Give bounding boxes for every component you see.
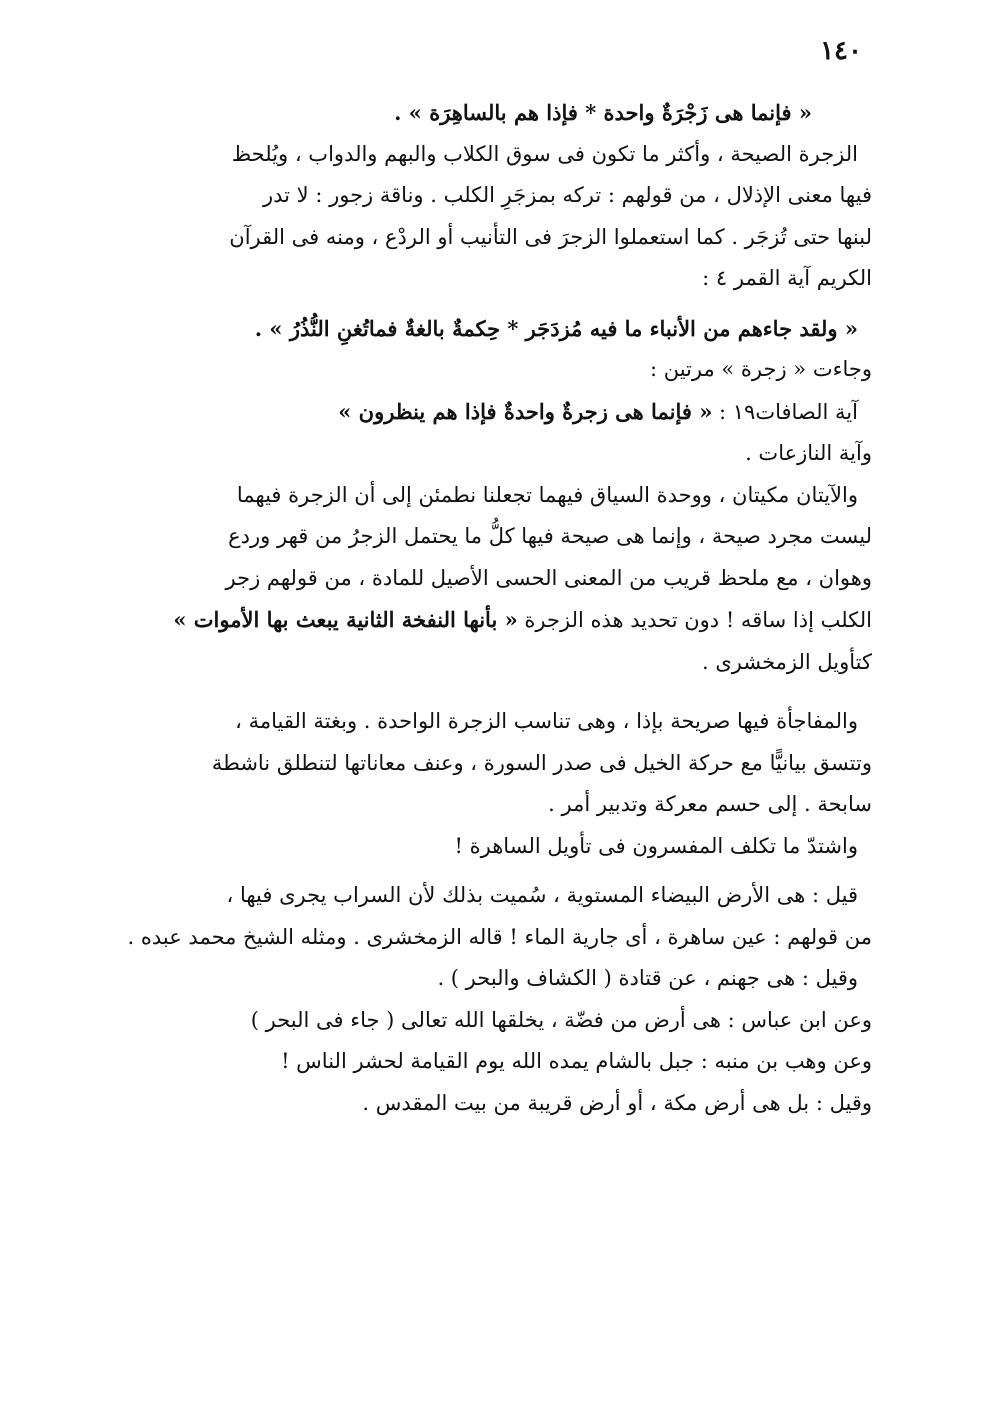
saffat-verse-line <box>120 391 872 434</box>
paragraph-line: الكريم آية القمر ٤ : <box>702 266 872 290</box>
zamakhshari-line <box>120 599 872 642</box>
spacer <box>120 683 872 701</box>
verse-reference: آية الصافات١٩ : <box>719 399 858 424</box>
paragraph-line: والمفاجأة فيها صريحة بإذا ، وهى تناسب الزجرة الواحدة . وبغتة القيامة ، <box>235 709 858 733</box>
paragraph-line: وجاءت « زجرة » مرتين : <box>649 357 872 381</box>
paragraph-line: وقيل : هى جهنم ، عن قتادة ( الكشاف والبحر ) . <box>437 966 858 990</box>
paragraph-line: وعن وهب بن منبه : جبل بالشام يمده الله يوم القيامة لحشر الناس ! <box>281 1049 872 1073</box>
paragraph-line: وعن ابن عباس : هى أرض من فضّة ، يخلقها الله تعالى ( جاء فى البحر ) <box>250 1007 872 1032</box>
paragraph-line: كتأويل الزمخشرى . <box>701 649 872 674</box>
paragraph-line: وهوان ، مع ملحظ قريب من المعنى الحسى الأصيل للمادة ، من قولهم زجر <box>225 565 872 590</box>
paragraph-line: فيها معنى الإذلال ، من قولهم : تركه بمزجَرِ الكلب . وناقة زجور : لا تدر <box>263 183 872 207</box>
paragraph-line: ليست مجرد صيحة ، وإنما هى صيحة فيها كلُّ ما يحتمل الزجرُ من قهر وردع <box>228 524 872 548</box>
page-body <box>120 92 872 1124</box>
paragraph-line: لبنها حتى تُزجَر . كما استعملوا الزجرَ فى التأنيب أو الردْع ، ومنه فى القرآن <box>229 224 872 249</box>
paragraph-line: الزجرة الصيحة ، وأكثر ما تكون فى سوق الكلاب والبهم والدواب ، ويُلحظ <box>231 141 858 166</box>
paragraph-line: وتتسق بيانيًّا مع حركة الخيل فى صدر السورة ، وعنف معاناتها لتنطلق ناشطة <box>211 750 872 775</box>
quote-naziat-13-14: « فإنما هى زَجْرَةٌ واحدة * فإذا هم بالساهِرَة » . <box>394 100 812 125</box>
paragraph-line: والآيتان مكيتان ، ووحدة السياق فيهما تجعلنا نطمئن إلى أن الزجرة فيهما <box>236 482 858 507</box>
quoted-interpretation: « بأنها النفخة الثانية يبعث بها الأموات » <box>173 607 518 632</box>
paragraph-line: وآية النازعات . <box>745 441 872 465</box>
quote-saffat-19: « فإنما هى زجرةٌ واحدةٌ فإذا هم ينظرون » <box>338 398 713 424</box>
spacer <box>120 867 872 875</box>
page-number: ١٤٠ <box>820 36 862 66</box>
quote-qamar-4-5: « ولقد جاءهم من الأنباء ما فيه مُزدَجَر * حِكمةٌ بالغةٌ فماتُغنِ النُّذُرُ » . <box>254 315 858 341</box>
paragraph-line: قيل : هى الأرض البيضاء المستوية ، سُميت بذلك لأن السراب يجرى فيها ، <box>226 883 858 907</box>
spacer <box>120 300 872 308</box>
paragraph-text: الكلب إذا ساقه ! دون تحديد هذه الزجرة <box>524 608 872 632</box>
paragraph-line: من قولهم : عين ساهرة ، أى جارية الماء ! قاله الزمخشرى . ومثله الشيخ محمد عبده . <box>127 924 872 949</box>
paragraph-line: وقيل : بل هى أرض مكة ، أو أرض قريبة من بيت المقدس . <box>362 1090 872 1115</box>
paragraph-line: واشتدّ ما تكلف المفسرون فى تأويل الساهرة ! <box>454 833 858 858</box>
paragraph-line: سابحة . إلى حسم معركة وتدبير أمر . <box>548 792 872 816</box>
